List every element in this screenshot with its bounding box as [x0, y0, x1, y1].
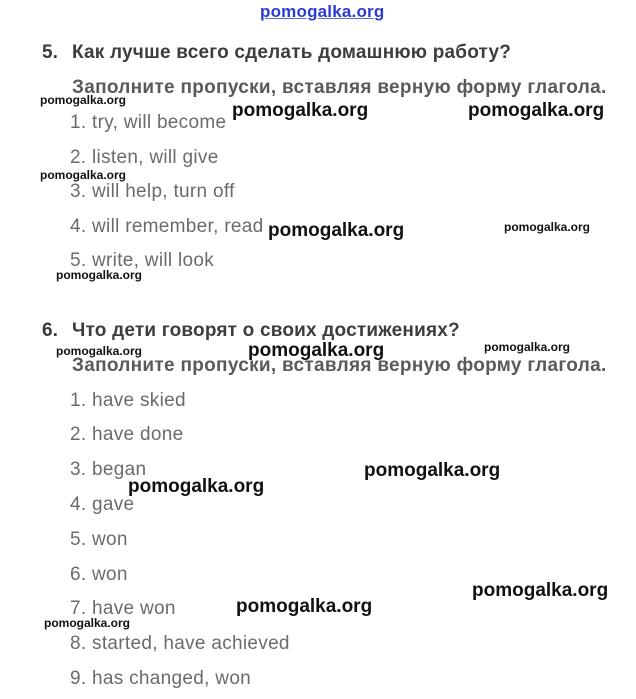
q5-answer: 5. write, will look: [70, 250, 215, 271]
watermark-large: pomogalka.org: [472, 580, 609, 601]
watermark-small: pomogalka.org: [40, 93, 127, 107]
watermark-small: pomogalka.org: [484, 340, 571, 354]
watermark-small: pomogalka.org: [44, 616, 131, 630]
q5-answer: 2. listen, will give: [70, 147, 219, 168]
q6-answer: 1. have skied: [70, 390, 186, 411]
q6-number: 6.: [42, 320, 58, 341]
watermark-small: pomogalka.org: [56, 344, 143, 358]
q6-answer: 3. began: [70, 459, 147, 480]
q6-answer: 2. have done: [70, 424, 184, 445]
q6-instruction: Заполните пропуски, вставляя верную форму глагола.: [72, 355, 607, 376]
watermark-large: pomogalka.org: [248, 340, 385, 361]
q6-answer: 4. gave: [70, 494, 135, 515]
q6-answer: 5. won: [70, 529, 128, 550]
q5-instruction: Заполните пропуски, вставляя верную форму глагола.: [72, 77, 607, 98]
watermark-large: pomogalka.org: [268, 220, 405, 241]
watermark-large: pomogalka.org: [236, 596, 373, 617]
watermark-small: pomogalka.org: [504, 220, 591, 234]
watermark-large: pomogalka.org: [468, 100, 605, 121]
q6-answer: 6. won: [70, 564, 128, 585]
watermark-large: pomogalka.org: [128, 476, 265, 497]
watermark-large: pomogalka.org: [364, 460, 501, 481]
header-watermark[interactable]: pomogalka.org: [260, 2, 385, 21]
watermark-small: pomogalka.org: [56, 268, 143, 282]
q6-answer: 8. started, have achieved: [70, 633, 290, 654]
q5-answer: 4. will remember, read: [70, 216, 264, 237]
watermark-large: pomogalka.org: [232, 100, 369, 121]
q6-title: Что дети говорят о своих достижениях?: [72, 320, 460, 341]
q5-number: 5.: [42, 42, 58, 63]
watermark-small: pomogalka.org: [40, 168, 127, 182]
q6-answer: 9. has changed, won: [70, 668, 252, 689]
q5-answer: 3. will help, turn off: [70, 181, 235, 202]
q5-title: Как лучше всего сделать домашнюю работу?: [72, 42, 512, 63]
q5-answer: 1. try, will become: [70, 112, 227, 133]
q6-answer: 7. have won: [70, 598, 176, 619]
